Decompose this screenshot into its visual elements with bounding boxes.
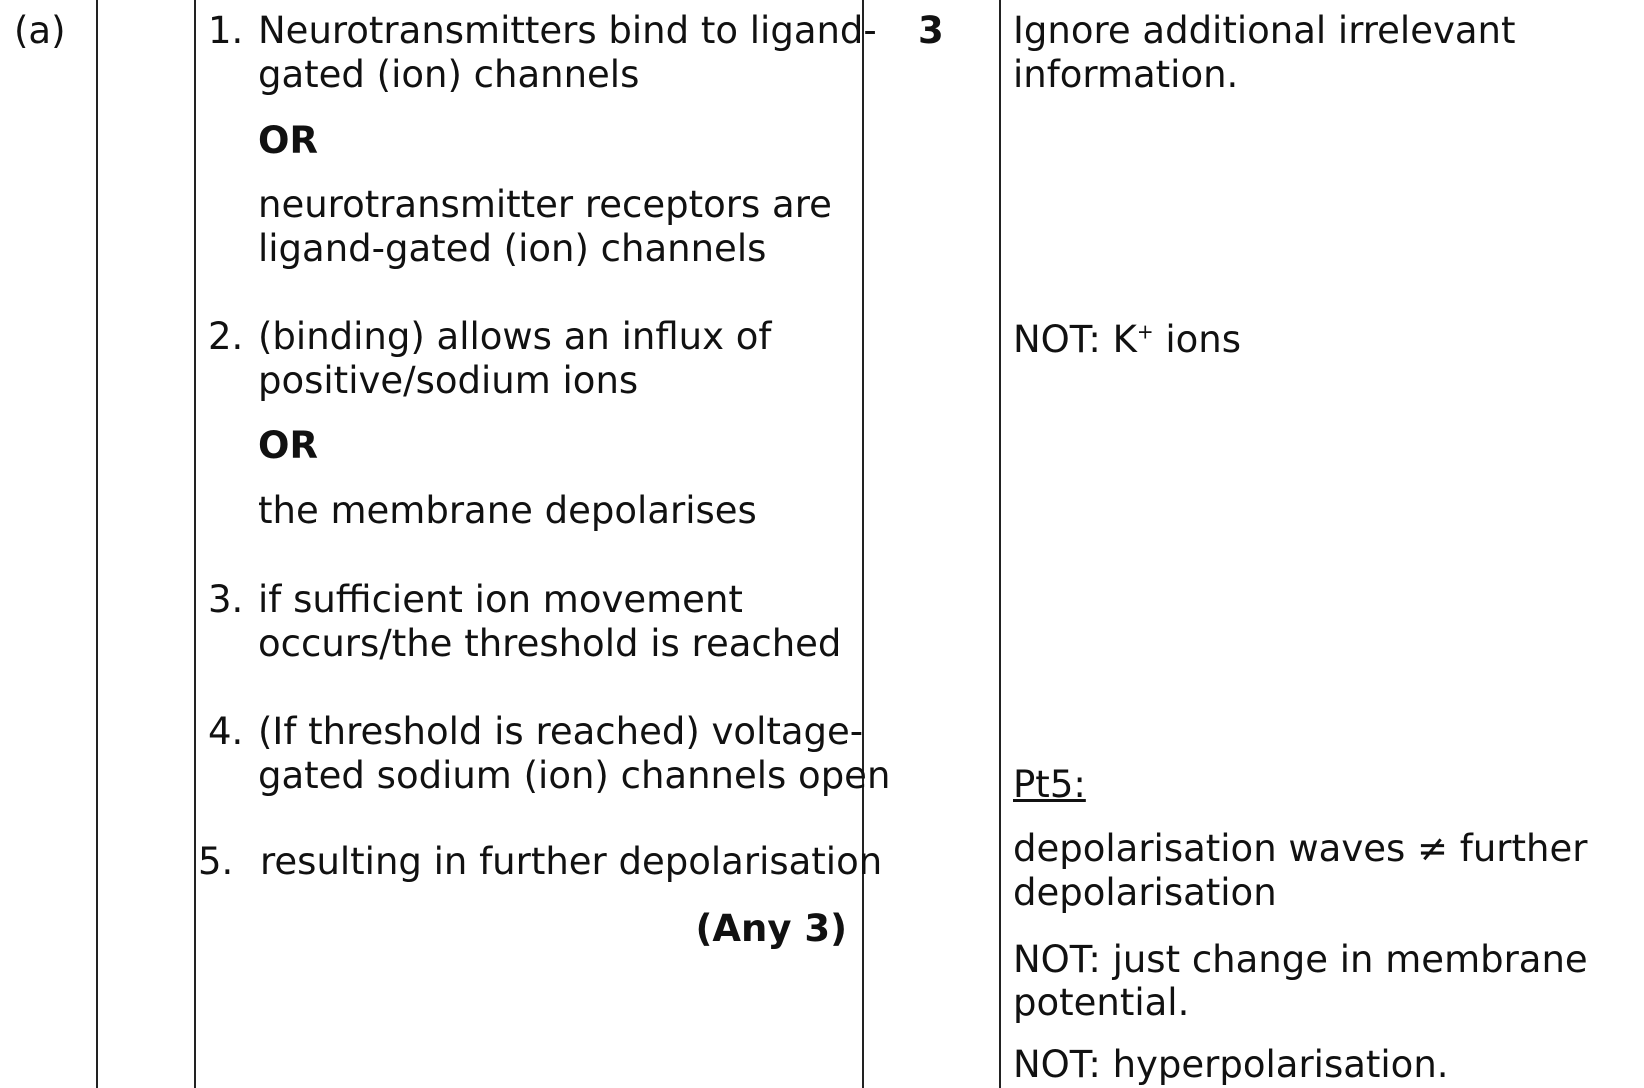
not-k-prefix: NOT: K — [1013, 318, 1137, 361]
or-separator: OR — [258, 119, 318, 162]
item-text-line: ligand-gated (ion) channels — [258, 227, 767, 270]
guidance-waves-line: depolarisation — [1013, 871, 1277, 914]
item-text-line: (binding) allows an influx of — [258, 315, 772, 358]
any-three-note: (Any 3) — [695, 907, 847, 950]
guidance-not-change-line: NOT: just change in membrane — [1013, 938, 1588, 981]
or-separator: OR — [258, 424, 318, 467]
guidance-ignore-line: Ignore additional irrelevant — [1013, 9, 1516, 52]
item-number: 1. — [208, 9, 244, 52]
item-number: 3. — [208, 578, 244, 621]
item-text-line: neurotransmitter receptors are — [258, 183, 832, 226]
column-divider-4 — [999, 0, 1001, 1088]
item-text-line: resulting in further depolarisation — [260, 840, 883, 883]
item-text-line: the membrane depolarises — [258, 489, 757, 532]
marks-value: 3 — [918, 9, 944, 52]
item-text-line: Neurotransmitters bind to ligand- — [258, 9, 877, 52]
item-text-line: if sufficient ion movement — [258, 578, 743, 621]
item-text-line: gated (ion) channels — [258, 53, 640, 96]
part-label: (a) — [14, 9, 66, 52]
item-number: 2. — [208, 315, 244, 358]
item-text-line: occurs/the threshold is reached — [258, 622, 842, 665]
item-number: 4. — [208, 710, 244, 753]
not-k-suffix: ions — [1153, 318, 1241, 361]
guidance-not-hyperpolarisation: NOT: hyperpolarisation. — [1013, 1043, 1449, 1086]
item-number: 5. — [198, 840, 234, 883]
guidance-not-potassium — [1013, 318, 1241, 362]
item-text-line: positive/sodium ions — [258, 359, 639, 402]
column-divider-1 — [96, 0, 98, 1088]
pt5-heading: Pt5: — [1013, 763, 1086, 806]
column-divider-3 — [862, 0, 864, 1088]
guidance-waves-line: depolarisation waves ≠ further — [1013, 827, 1588, 870]
superscript-plus: + — [1136, 319, 1154, 344]
guidance-not-change-line: potential. — [1013, 981, 1190, 1024]
item-text-line: (If threshold is reached) voltage- — [258, 710, 864, 753]
item-text-line: gated sodium (ion) channels open — [258, 754, 891, 797]
guidance-ignore-line: information. — [1013, 53, 1239, 96]
column-divider-2 — [194, 0, 196, 1088]
